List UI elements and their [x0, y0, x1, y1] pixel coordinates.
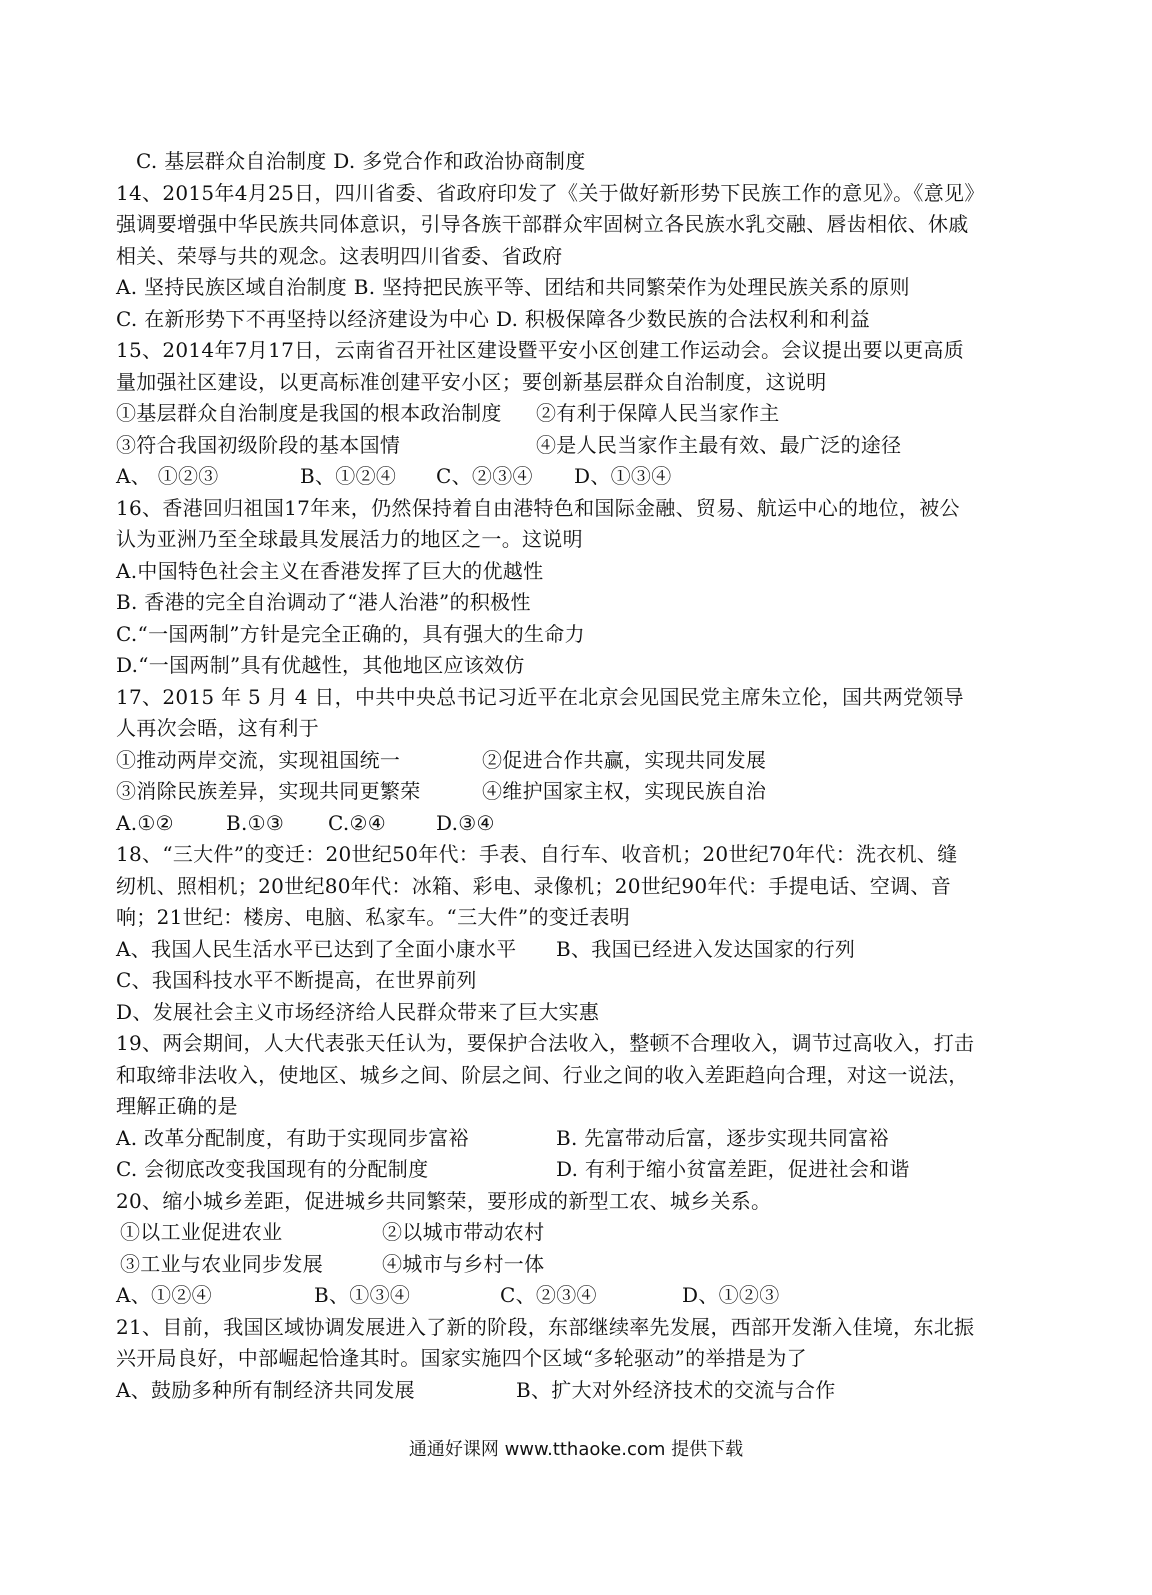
statement: ③符合我国初级阶段的基本国情 [116, 432, 401, 457]
question-18-stem: 18、“三大件”的变迁：20世纪50年代：手表、自行车、收音机；20世纪70年代：洗衣机、缝 [116, 842, 958, 866]
question-14-stem: 14、2015年4月25日，四川省委、省政府印发了《关于做好新形势下民族工作的意见》。《意见》 [116, 180, 985, 205]
option: A、鼓励多种所有制经济共同发展 [116, 1377, 415, 1402]
question-14-options: A. 坚持民族区域自治制度 B. 坚持把民族平等、团结和共同繁荣作为处理民族关系的原则 [116, 275, 910, 299]
option: A、 ①②③ [116, 464, 219, 488]
option: D. 有利于缩小贫富差距，促进社会和谐 [556, 1157, 910, 1181]
question-15-statements [116, 430, 1028, 462]
option: B.①③ [226, 810, 285, 835]
statement: ②以城市带动农村 [382, 1220, 545, 1244]
statement: ②有利于保障人民当家作主 [536, 401, 780, 425]
option: B、我国已经进入发达国家的行列 [556, 936, 856, 961]
question-19-options [116, 1154, 1028, 1186]
question-20-options [116, 1280, 1028, 1312]
question-21-stem: 21、目前，我国区域协调发展进入了新的阶段，东部继续率先发展，西部开发渐入佳境，东北振 [116, 1314, 975, 1339]
option: C. 会彻底改变我国现有的分配制度 [116, 1157, 429, 1181]
question-17-statements [116, 745, 1028, 777]
question-21-options [116, 1375, 1028, 1407]
question-18-stem: 纫机、照相机；20世纪80年代：冰箱、彩电、录像机；20世纪90年代：手提电话、空调、音 [116, 873, 951, 898]
question-14-options: C. 在新形势下不再坚持以经济建设为中心 D. 积极保障各少数民族的合法权利和利益 [116, 306, 870, 331]
question-17-stem: 人再次会晤，这有利于 [116, 716, 319, 740]
question-17-options [116, 808, 1028, 840]
page-footer: 通通好课网 www.tthaoke.com 提供下载 [408, 1439, 744, 1460]
question-19-options [116, 1123, 1028, 1155]
statement: ③工业与农业同步发展 [120, 1251, 323, 1276]
question-17-statements [116, 776, 1028, 808]
option: A、我国人民生活水平已达到了全面小康水平 [116, 936, 517, 961]
question-20-statements [116, 1249, 1028, 1281]
question-15-stem: 量加强社区建设，以更高标准创建平安小区；要创新基层群众自治制度，这说明 [116, 369, 827, 394]
question-20-stem: 20、缩小城乡差距，促进城乡共同繁荣，要形成的新型工农、城乡关系。 [116, 1188, 772, 1213]
option: C、②③④ [500, 1283, 597, 1307]
option: A、①②④ [116, 1283, 212, 1307]
option: D、①②③ [682, 1283, 780, 1307]
question-18-stem: 响；21世纪：楼房、电脑、私家车。“三大件”的变迁表明 [116, 905, 630, 929]
option: C、②③④ [436, 464, 533, 488]
question-15-statements [116, 398, 1028, 430]
question-16-option: C.“一国两制”方针是完全正确的，具有强大的生命力 [116, 621, 585, 646]
question-20-statements [116, 1217, 1028, 1249]
question-16-option: A.中国特色社会主义在香港发挥了巨大的优越性 [116, 558, 544, 583]
question-18-option: C、我国科技水平不断提高，在世界前列 [116, 968, 477, 992]
question-14-stem: 强调要增强中华民族共同体意识，引导各族干部群众牢固树立各民族水乳交融、唇齿相依、休戚 [116, 212, 969, 236]
question-21-stem: 兴开局良好，中部崛起恰逢其时。国家实施四个区域“多轮驱动”的举措是为了 [116, 1346, 807, 1370]
statement: ③消除民族差异，实现共同更繁荣 [116, 779, 421, 803]
statement: ①推动两岸交流，实现祖国统一 [116, 747, 401, 772]
question-19-stem: 19、两会期间，人大代表张天任认为，要保护合法收入，整顿不合理收入，调节过高收入，打击 [116, 1031, 975, 1055]
option: A.①② [116, 810, 174, 835]
question-16-option: D.“一国两制”具有优越性，其他地区应该效仿 [116, 653, 525, 677]
option: B、①③④ [314, 1283, 411, 1307]
question-16-stem: 16、香港回归祖国17年来，仍然保持着自由港特色和国际金融、贸易、航运中心的地位，被公 [116, 495, 960, 520]
question-19-stem: 理解正确的是 [116, 1094, 238, 1118]
statement: ②促进合作共赢，实现共同发展 [482, 747, 767, 772]
statement: ④城市与乡村一体 [382, 1251, 545, 1276]
option-line: C. 基层群众自治制度 D. 多党合作和政治协商制度 [136, 149, 586, 173]
option: B、①②④ [300, 464, 397, 488]
question-19-stem: 和取缔非法收入，使地区、城乡之间、阶层之间、行业之间的收入差距趋向合理，对这一说法， [116, 1062, 969, 1087]
statement: ①基层群众自治制度是我国的根本政治制度 [116, 401, 502, 425]
question-content [116, 146, 1028, 1406]
option: D.③④ [436, 810, 495, 835]
statement: ①以工业促进农业 [120, 1220, 283, 1244]
question-17-stem: 17、2015 年 5 月 4 日，中共中央总书记习近平在北京会见国民党主席朱立伦，国共两党领导 [116, 684, 964, 709]
question-16-stem: 认为亚洲乃至全球最具发展活力的地区之一。这说明 [116, 527, 583, 551]
option: C.②④ [328, 810, 387, 835]
question-15-options [116, 461, 1028, 493]
statement: ④维护国家主权，实现民族自治 [482, 779, 767, 803]
option: D、①③④ [574, 464, 672, 488]
question-16-option: B. 香港的完全自治调动了“港人治港”的积极性 [116, 590, 531, 614]
question-14-stem: 相关、荣辱与共的观念。这表明四川省委、省政府 [116, 243, 563, 268]
option: B、扩大对外经济技术的交流与合作 [516, 1377, 836, 1402]
question-18-option: D、发展社会主义市场经济给人民群众带来了巨大实惠 [116, 999, 600, 1024]
question-18-options [116, 934, 1028, 966]
option: B. 先富带动后富，逐步实现共同富裕 [556, 1125, 889, 1150]
question-15-stem: 15、2014年7月17日，云南省召开社区建设暨平安小区创建工作运动会。会议提出要以更高质 [116, 338, 965, 362]
statement: ④是人民当家作主最有效、最广泛的途径 [536, 432, 902, 457]
option: A. 改革分配制度，有助于实现同步富裕 [116, 1125, 469, 1150]
